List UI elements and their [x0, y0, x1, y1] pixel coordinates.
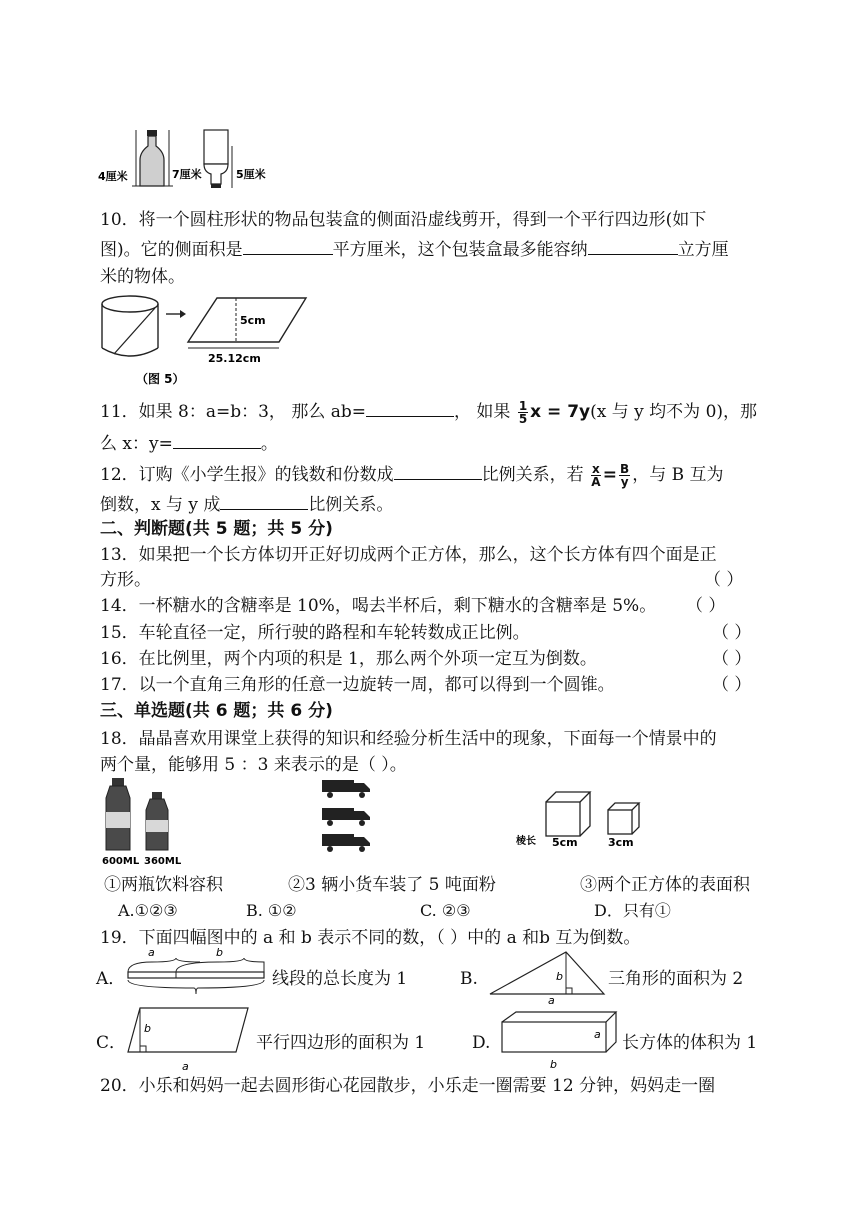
q16-text: 16．在比例里，两个内项的积是 1，那么两个外项一定互为倒数。: [100, 649, 597, 669]
q19-option-b-label[interactable]: B.: [460, 969, 478, 989]
q18-caption-3: ③两个正方体的表面积: [580, 875, 750, 895]
parallelogram-base: 25.12cm: [208, 352, 261, 365]
parallelogram-label-b: b: [144, 1022, 151, 1035]
q14-answer-paren[interactable]: （ ）: [686, 596, 726, 616]
segment-label-a: a: [148, 946, 155, 959]
q18-option-b[interactable]: B. ①②: [246, 901, 297, 920]
q10-line1: 10．将一个圆柱形状的物品包装盒的侧面沿虚线剪开，得到一个平行四边形(如下: [100, 210, 707, 230]
small-cube: [608, 803, 639, 834]
q20-line1: 20．小乐和妈妈一起去圆形街心花园散步，小乐走一圈需要 12 分钟，妈妈走一圈: [100, 1076, 716, 1096]
q18-caption-1: ①两瓶饮料容积: [104, 875, 223, 895]
q12-text-d: 倒数，x 与 y 成: [100, 495, 221, 515]
cuboid-label-a: a: [594, 1028, 601, 1041]
q12-text-c: ，与 B 互为: [632, 465, 724, 485]
section-2-title: 二、判断题(共 5 题；共 5 分): [100, 519, 333, 539]
right-bottle-neck: [204, 164, 228, 184]
q12-blank-1[interactable]: [394, 461, 482, 480]
q19-option-a-label[interactable]: A．: [96, 969, 126, 989]
q13-answer-paren[interactable]: （ ）: [704, 570, 744, 590]
trucks-picture: [318, 774, 378, 856]
triangle-label-b: b: [556, 970, 563, 983]
q18-option-d[interactable]: D．只有①: [594, 901, 671, 920]
q19-option-c-label[interactable]: C．: [96, 1033, 127, 1053]
q18-line2: 两个量，能够用 5 ：3 来表示的是（ ）。: [100, 755, 407, 775]
parallelogram-label-a: a: [182, 1060, 189, 1073]
q17-text: 17．以一个直角三角形的任意一边旋转一周，都可以得到一个圆锥。: [100, 675, 615, 695]
cylinder-unfold-figure: [100, 292, 320, 387]
parallelogram-height: 5cm: [240, 314, 266, 327]
q12-text-b: 比例关系，若: [481, 465, 584, 485]
q12-line2: [100, 491, 393, 518]
cube-3cm: 3cm: [608, 836, 634, 849]
q12-text-a: 12．订购《小学生报》的钱数和份数成: [100, 465, 394, 485]
fraction-x-over-a: $\frac{x}{A}$: [591, 462, 601, 489]
left-bottle-body: [140, 136, 164, 186]
truck-icon: [322, 808, 370, 826]
q11-blank-ratio[interactable]: [173, 430, 261, 449]
parallelogram-figure: [124, 1006, 254, 1074]
q17-answer-paren[interactable]: （ ）: [712, 675, 752, 695]
q11-text-d: (x 与 y 均不为 0)，那: [590, 402, 758, 422]
bottle-figure: [96, 128, 276, 190]
q10-text-b: 平方厘米，这个包装盒最多能容纳: [332, 240, 588, 260]
q10-text-c: 立方厘: [677, 240, 729, 260]
q10-blank-volume[interactable]: [588, 236, 678, 255]
truck-icon: [322, 780, 370, 798]
truck-icon: [322, 834, 370, 852]
q10-line2: [100, 236, 729, 263]
q11-blank-ab[interactable]: [366, 398, 454, 417]
q12-blank-2[interactable]: [220, 491, 308, 510]
cuboid-figure: [498, 1008, 622, 1070]
q11-line1: [100, 398, 757, 425]
q19-option-d-text: 长方体的体积为 1: [622, 1033, 758, 1053]
cube-5cm: 5cm: [552, 836, 578, 849]
figure-caption: （图 5）: [136, 372, 185, 386]
q12-text-e: 比例关系。: [308, 495, 394, 515]
fraction-b-over-y: $\frac{B}{y}$: [620, 462, 630, 489]
q14-text: 14．一杯糖水的含糖率是 10%，喝去半杯后，剩下糖水的含糖率是 5%。: [100, 596, 657, 616]
left-bottle-cap: [147, 130, 157, 136]
q19-option-c-text: 平行四边形的面积为 1: [256, 1033, 426, 1053]
drink-bottles-picture: [100, 776, 190, 868]
q11-text-b: ， 如果: [454, 402, 511, 422]
fraction-one-fifth: $\frac{1}{5}$: [518, 399, 528, 426]
triangle-figure: [488, 948, 608, 1004]
large-cube: [546, 792, 590, 836]
q11-text-f: 。: [260, 434, 278, 454]
bottle-600ml: 600ML: [102, 856, 140, 867]
q19-option-d-label[interactable]: D.: [472, 1033, 491, 1053]
bottle-label-mid: 7厘米: [172, 168, 202, 181]
q11-text-e: 么 x：y=: [100, 434, 173, 454]
q15-text: 15．车轮直径一定，所行驶的路程和车轮转数成正比例。: [100, 623, 530, 643]
triangle-label-a: a: [548, 994, 555, 1004]
q12-equals: =: [602, 465, 618, 485]
q18-caption-2: ②3 辆小货车装了 5 吨面粉: [288, 875, 496, 895]
q11-text-a: 11．如果 8：a=b：3， 那么 ab=: [100, 402, 366, 422]
q10-text-a: 图)。它的侧面积是: [100, 240, 243, 260]
section-3-title: 三、单选题(共 6 题；共 6 分): [100, 701, 333, 721]
q19-line1: 19．下面四幅图中的 a 和 b 表示不同的数，（ ）中的 a 和b 互为倒数。: [100, 928, 641, 948]
q10-blank-area[interactable]: [243, 236, 333, 255]
bottle-360ml: 360ML: [144, 856, 182, 867]
q13-line1: 13．如果把一个长方体切开正好切成两个正方体，那么，这个长方体有四个面是正: [100, 545, 717, 565]
q11-line2: [100, 430, 278, 457]
segment-label-b: b: [216, 946, 223, 959]
bottle-label-left: 4厘米: [98, 170, 128, 183]
bottle-label-right: 5厘米: [236, 168, 266, 181]
q10-line3: 米的物体。: [100, 267, 185, 287]
q19-option-b-text: 三角形的面积为 2: [608, 969, 744, 989]
q13-line2: 方形。: [100, 570, 151, 590]
q19-option-a-text: 线段的总长度为 1: [272, 969, 408, 989]
cuboid-label-b: b: [550, 1058, 557, 1070]
q11-equation: x = 7y: [530, 402, 591, 422]
edge-length-label: 棱长: [516, 836, 536, 847]
cubes-picture: [514, 790, 664, 850]
q15-answer-paren[interactable]: （ ）: [712, 623, 752, 643]
segment-figure: [124, 946, 270, 1002]
q18-line1: 18．晶晶喜欢用课堂上获得的知识和经验分析生活中的现象，下面每一个情景中的: [100, 729, 717, 749]
q18-option-c[interactable]: C. ②③: [420, 901, 471, 920]
q16-answer-paren[interactable]: （ ）: [712, 649, 752, 669]
q18-option-a[interactable]: A.①②③: [118, 901, 178, 920]
q12-line1: [100, 461, 724, 488]
